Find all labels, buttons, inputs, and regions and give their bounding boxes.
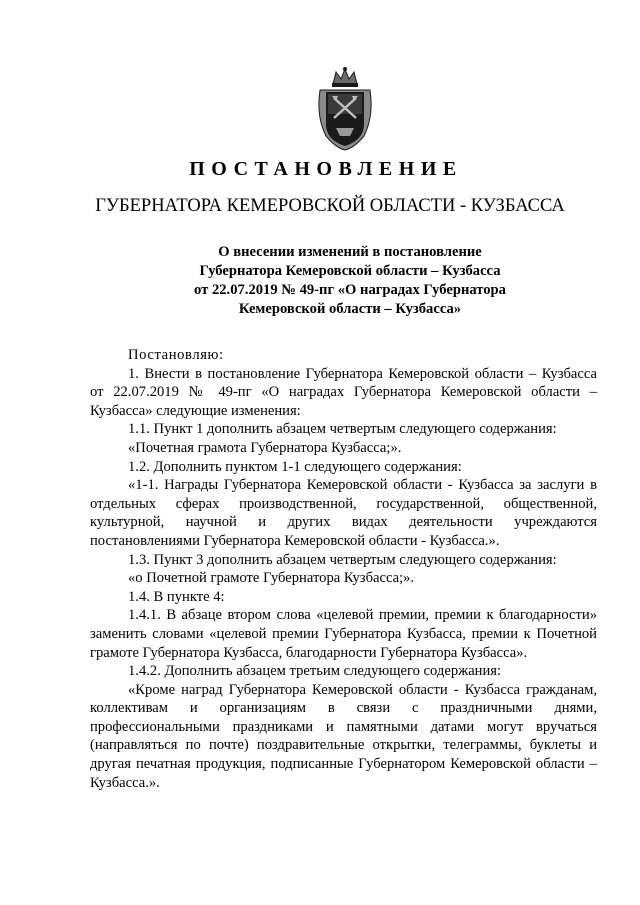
- paragraph: 1.4.1. В абзаце втором слова «целевой премии, премии к благодарности» заменить словами «целевой премии Губернатора Кузбасса, премии к Почетной грамоте Губернатора Кузбасса, благодарности Губернатора Кузбасса».: [90, 607, 597, 661]
- resolution-lead: Постановляю:: [128, 347, 224, 363]
- paragraph: «Кроме наград Губернатора Кемеровской области - Кузбасса гражданам, коллективам и организациям в связи с праздничными днями, профессиональными праздниками и памятными датами могут вручаться (направляться по почте) поздравительные открытки, телеграммы, буклеты и другая печатная продукция, подписанные Губернатором Кемеровской области – Кузбасса.».: [90, 681, 597, 791]
- heading-line: Кемеровской области – Кузбасса»: [238, 301, 462, 317]
- paragraph: 1.3. Пункт 3 дополнить абзацем четвертым следующего содержания:: [128, 551, 557, 568]
- document-body: [90, 346, 597, 792]
- paragraph: «1-1. Награды Губернатора Кемеровской области - Кузбасса за заслуги в отдельных сферах производственной, государственной, общественной, культурной, научной и других видах деятельности учреждаются постановлениями Губернатора Кемеровской области - Кузбасса.».: [90, 477, 597, 549]
- paragraph: «о Почетной грамоте Губернатора Кузбасса;».: [128, 570, 415, 587]
- heading-line: от 22.07.2019 № 49-пг «О наградах Губернатора: [194, 282, 506, 298]
- heading-line: О внесении изменений в постановление: [218, 244, 482, 260]
- heading-line: Губернатора Кемеровской области – Кузбасса: [199, 263, 501, 279]
- paragraph: 1. Внести в постановление Губернатора Кемеровской области – Кузбасса от 22.07.2019 № 49-пг «О наградах Губернатора Кемеровской области – Кузбасса» следующие изменения:: [90, 365, 597, 419]
- document-heading: [150, 243, 550, 319]
- document-title: ПОСТАНОВЛЕНИЕ: [189, 158, 463, 180]
- paragraph: 1.1. Пункт 1 дополнить абзацем четвертым следующего содержания:: [128, 421, 557, 438]
- paragraph: 1.4.2. Дополнить абзацем третьим следующего содержания:: [128, 663, 502, 680]
- coat-of-arms-emblem: [314, 66, 376, 152]
- paragraph: 1.2. Дополнить пунктом 1-1 следующего содержания:: [128, 458, 462, 475]
- document-subtitle: ГУБЕРНАТОРА КЕМЕРОВСКОЙ ОБЛАСТИ - КУЗБАССА: [95, 196, 565, 216]
- paragraph: 1.4. В пункте 4:: [128, 588, 225, 605]
- paragraph: «Почетная грамота Губернатора Кузбасса;».: [128, 439, 402, 456]
